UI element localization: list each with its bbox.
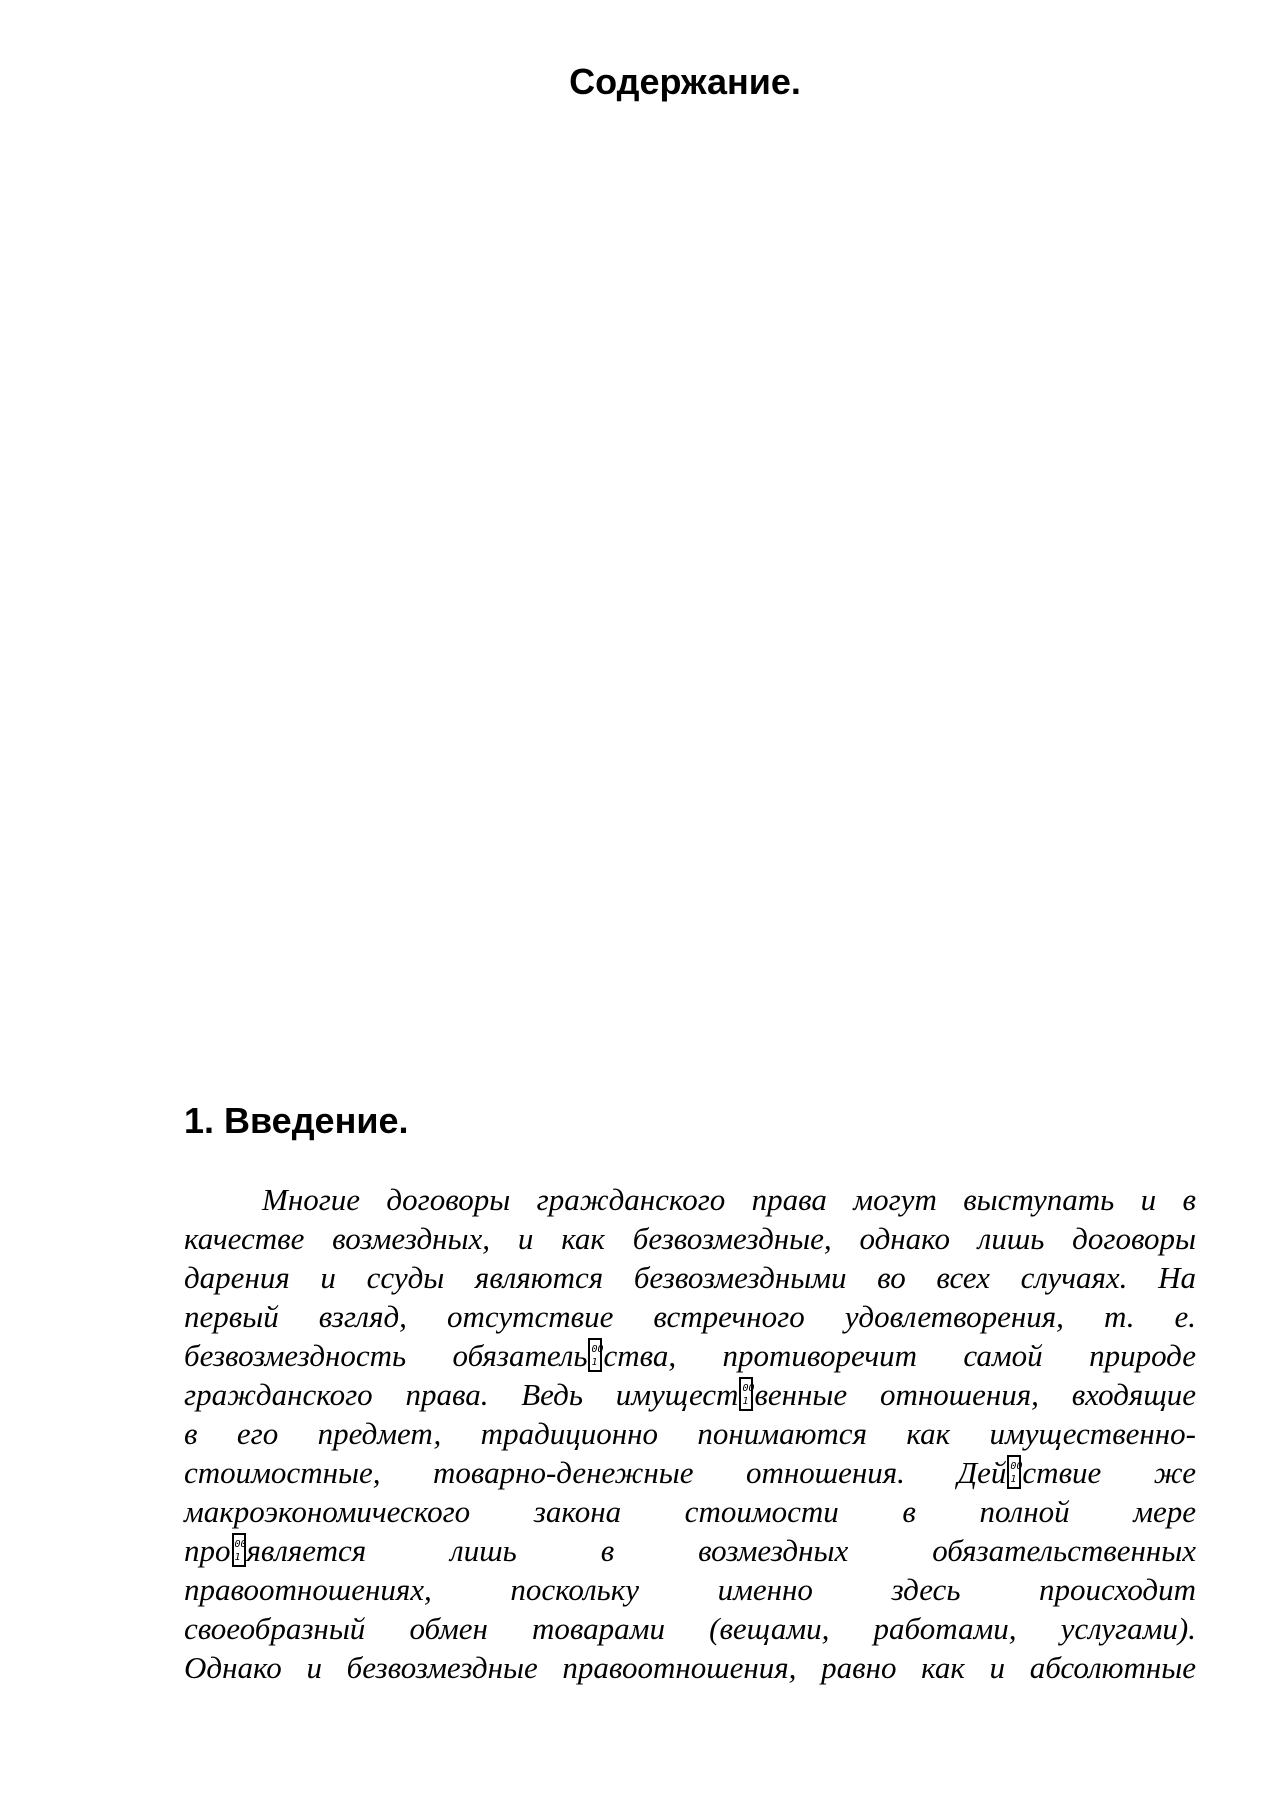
paragraph-text-segment: ства, противоречит самой природе xyxy=(603,1338,1196,1373)
missing-glyph-icon xyxy=(588,1338,602,1372)
paragraph-text-segment: своеобразный обмен товарами (вещами, работами, услугами). xyxy=(184,1611,1196,1646)
paragraph-line xyxy=(184,1648,1196,1687)
missing-glyph-code-bottom: 1 xyxy=(1010,1474,1017,1485)
paragraph-text-segment: гражданского права. Ведь имущест xyxy=(184,1377,739,1412)
section-heading-introduction: 1. Введение. xyxy=(184,1100,409,1141)
introduction-paragraph xyxy=(184,1180,1196,1687)
paragraph-text-segment: Многие договоры гражданского права могут выступать и в xyxy=(262,1182,1196,1217)
paragraph-text-segment: дарения и ссуды являются безвозмездными во всех случаях. На xyxy=(184,1260,1196,1295)
paragraph-text-segment: качестве возмездных, и как безвозмездные, однако лишь договоры xyxy=(184,1221,1196,1256)
missing-glyph-code-top: 00 xyxy=(234,1539,247,1550)
missing-glyph-code-bottom: 1 xyxy=(591,1357,598,1368)
toc-title: Содержание. xyxy=(569,61,801,102)
missing-glyph-icon xyxy=(1007,1455,1021,1489)
missing-glyph-code-top: 00 xyxy=(591,1344,604,1355)
paragraph-text-segment: Однако и безвозмездные правоотношения, равно как и абсолютные xyxy=(184,1650,1196,1685)
missing-glyph-code-bottom: 1 xyxy=(742,1396,749,1407)
paragraph-text-segment: ствие же xyxy=(1022,1455,1196,1490)
paragraph-text-segment: безвозмездность обязатель xyxy=(184,1338,588,1373)
paragraph-text-segment: макроэкономического закона стоимости в полной мере xyxy=(184,1494,1196,1529)
paragraph-line xyxy=(184,1219,1196,1258)
paragraph-line xyxy=(184,1297,1196,1336)
paragraph-text-segment: про xyxy=(184,1533,231,1568)
paragraph-line xyxy=(184,1531,1196,1570)
paragraph-line xyxy=(184,1258,1196,1297)
paragraph-text-segment: правоотношениях, поскольку именно здесь происходит xyxy=(184,1572,1196,1607)
paragraph-line xyxy=(184,1453,1196,1492)
missing-glyph-code-bottom: 1 xyxy=(234,1552,241,1563)
missing-glyph-icon xyxy=(739,1377,753,1411)
paragraph-text-segment: венные отношения, входящие xyxy=(754,1377,1197,1412)
paragraph-line xyxy=(184,1414,1196,1453)
paragraph-line xyxy=(184,1492,1196,1531)
paragraph-text-segment: стоимостные, товарно-денежные отношения. Дей xyxy=(184,1455,1007,1490)
missing-glyph-code-top: 00 xyxy=(1010,1461,1023,1472)
paragraph-line xyxy=(184,1375,1196,1414)
paragraph-line xyxy=(184,1609,1196,1648)
paragraph-text-segment: первый взгляд, отсутствие встречного удовлетворения, т. е. xyxy=(184,1299,1196,1334)
paragraph-line xyxy=(184,1336,1196,1375)
paragraph-line xyxy=(184,1180,1196,1219)
paragraph-text-segment: является лишь в возмездных обязательственных xyxy=(246,1533,1196,1568)
missing-glyph-code-top: 00 xyxy=(742,1383,755,1394)
paragraph-line xyxy=(184,1570,1196,1609)
missing-glyph-icon xyxy=(232,1533,246,1567)
paragraph-text-segment: в его предмет, традиционно понимаются как имущественно- xyxy=(184,1416,1196,1451)
